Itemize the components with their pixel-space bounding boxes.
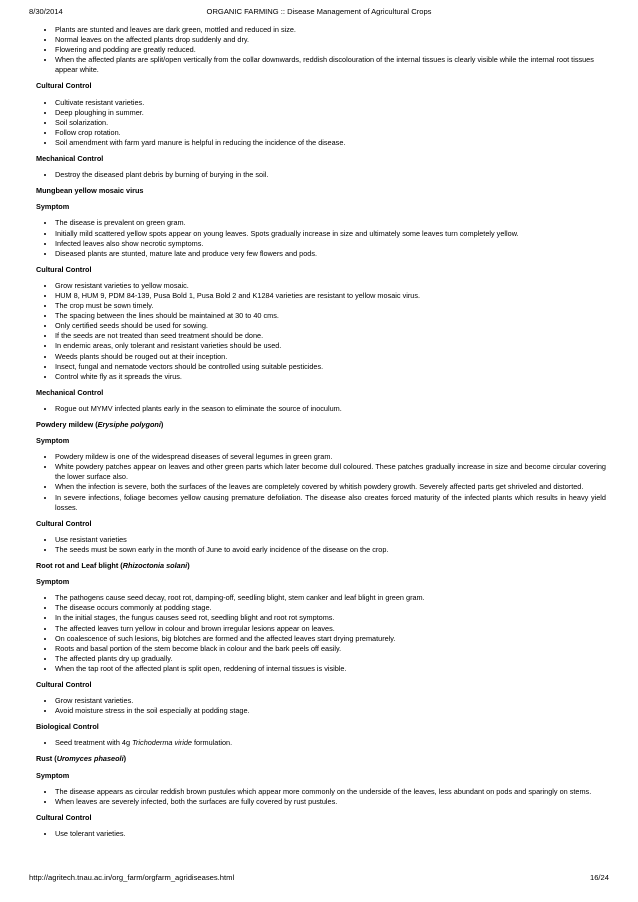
bullet-list [36,98,606,148]
list-item: • The disease occurs commonly at podding stage. [55,603,606,613]
bullet-list [36,281,606,382]
list-item: • Control white fly as it spreads the virus. [55,372,606,382]
section-heading: Mungbean yellow mosaic virus [36,186,144,196]
list-item: • When the infection is severe, both the surfaces of the leaves are completely covered by whitish powdery growth. Severely affected parts get shriveled and distorted. [55,482,606,492]
list-item: • Flowering and podding are greatly reduced. [55,45,606,55]
section-heading: Powdery mildew (Erysiphe polygoni) [36,420,164,429]
list-item: • Use resistant varieties [55,535,606,545]
section-heading: Cultural Control [36,812,92,822]
list-item: • Initially mild scattered yellow spots appear on young leaves. Spots gradually increase in size and ultimately some leaves turn completely yellow. [55,229,606,239]
list-item: • Use tolerant varieties. [55,829,606,839]
list-item: • The disease appears as circular reddish brown pustules which appear more commonly on the underside of the leaves, less abundant on pods and sparingly on stems. [55,787,606,797]
list-item: • Powdery mildew is one of the widespread diseases of several legumes in green gram. [55,452,606,462]
list-item: • When the affected plants are split/open vertically from the collar downwards, reddish discolouration of the internal tissues is clearly visible while the internal root tissues appear white. [55,55,606,75]
section-heading: Symptom [36,770,70,780]
page-number: 16/24 [589,873,609,882]
bullet-list [36,593,606,674]
list-item: • When the tap root of the affected plant is split open, reddening of internal tissues is visible. [55,664,606,674]
list-item: • HUM 8, HUM 9, PDM 84-139, Pusa Bold 1, Pusa Bold 2 and K1284 varieties are resistant to yellow mosaic virus. [55,291,606,301]
list-item: • In the initial stages, the fungus causes seed rot, seedling blight and root rot symptoms. [55,613,606,623]
section-heading: Cultural Control [36,81,92,91]
bullet-list [36,829,606,839]
list-item: • White powdery patches appear on leaves and other green parts which later become dull coloured. These patches gradually increase in size and become circular covering the lower surface also. [55,462,606,482]
section-heading: Symptom [36,436,70,446]
list-item: • If the seeds are not treated than seed treatment should be done. [55,331,606,341]
bullet-list [36,170,606,180]
page-footer [29,872,609,884]
list-item: • Cultivate resistant varieties. [55,98,606,108]
list-item: • Destroy the diseased plant debris by burning of burying in the soil. [55,170,606,180]
list-item: • When leaves are severely infected, both the surfaces are fully covered by rust pustules. [55,797,606,807]
section-heading: Mechanical Control [36,154,104,164]
bullet-list [36,738,606,748]
list-item: • In endemic areas, only tolerant and resistant varieties should be used. [55,341,606,351]
list-item: • The crop must be sown timely. [55,301,606,311]
bullet-list [36,25,606,75]
list-item: • Infected leaves also show necrotic symptoms. [55,239,606,249]
section-heading: Symptom [36,202,70,212]
list-item: • Deep ploughing in summer. [55,108,606,118]
list-item: • Only certified seeds should be used for sowing. [55,321,606,331]
bullet-list [36,535,606,555]
list-item: • Grow resistant varieties. [55,696,606,706]
list-item: • The seeds must be sown early in the month of June to avoid early incidence of the disease on the crop. [55,545,606,555]
bullet-list [36,787,606,807]
section-heading: Symptom [36,577,70,587]
list-item: • Follow crop rotation. [55,128,606,138]
list-item: • The affected leaves turn yellow in colour and brown irregular lesions appear on leaves. [55,624,606,634]
list-item: • Weeds plants should be rouged out at their inception. [55,352,606,362]
section-heading: Mechanical Control [36,387,104,397]
list-item: • The pathogens cause seed decay, root rot, damping-off, seedling blight, stem canker and leaf blight in green gram. [55,593,606,603]
section-heading: Root rot and Leaf blight (Rhizoctonia solani) [36,561,190,571]
list-item: • Plants are stunted and leaves are dark green, mottled and reduced in size. [55,25,606,35]
source-url-link[interactable]: http://agritech.tnau.ac.in/org_farm/orgfarm_agridiseases.html [29,873,235,882]
section-heading: Cultural Control [36,518,92,528]
list-item: • On coalescence of such lesions, big blotches are formed and the affected leaves start drying prematurely. [55,634,606,644]
page-header [29,6,609,18]
list-item: • In severe infections, foliage becomes yellow causing premature defoliation. The disease also creates forced maturity of the infected plants which results in heavy yield losses. [55,493,606,513]
print-date: 8/30/2014 [29,7,63,16]
section-heading: Cultural Control [36,679,92,689]
list-item: • Rogue out MYMV infected plants early in the season to eliminate the source of inoculum. [55,404,606,414]
section-heading: Biological Control [36,722,99,732]
list-item: • Grow resistant varieties to yellow mosaic. [55,281,606,291]
list-item: • Normal leaves on the affected plants drop suddenly and dry. [55,35,606,45]
list-item: • Diseased plants are stunted, mature late and produce very few flowers and pods. [55,249,606,259]
bullet-list [36,696,606,716]
list-item: • Roots and basal portion of the stem become black in colour and the bark peels off easily. [55,644,606,654]
list-item: • The disease is prevalent on green gram. [55,218,606,228]
section-heading: Cultural Control [36,264,92,274]
document-content [36,25,606,845]
bullet-list [36,404,606,414]
section-heading: Rust (Uromyces phaseoli) [36,754,127,764]
list-item: • Insect, fungal and nematode vectors should be controlled using suitable pesticides. [55,362,606,372]
bullet-list [36,452,606,513]
list-item: • Soil amendment with farm yard manure is helpful in reducing the incidence of the disease. [55,138,606,148]
list-item: • The affected plants dry up gradually. [55,654,606,664]
list-item: • Seed treatment with 4g Trichoderma viride formulation. [55,738,606,748]
list-item: • The spacing between the lines should be maintained at 30 to 40 cms. [55,311,606,321]
page-title: ORGANIC FARMING :: Disease Management of Agricultural Crops [206,7,432,16]
list-item: • Soil solarization. [55,118,606,128]
list-item: • Avoid moisture stress in the soil especially at podding stage. [55,706,606,716]
bullet-list [36,218,606,258]
